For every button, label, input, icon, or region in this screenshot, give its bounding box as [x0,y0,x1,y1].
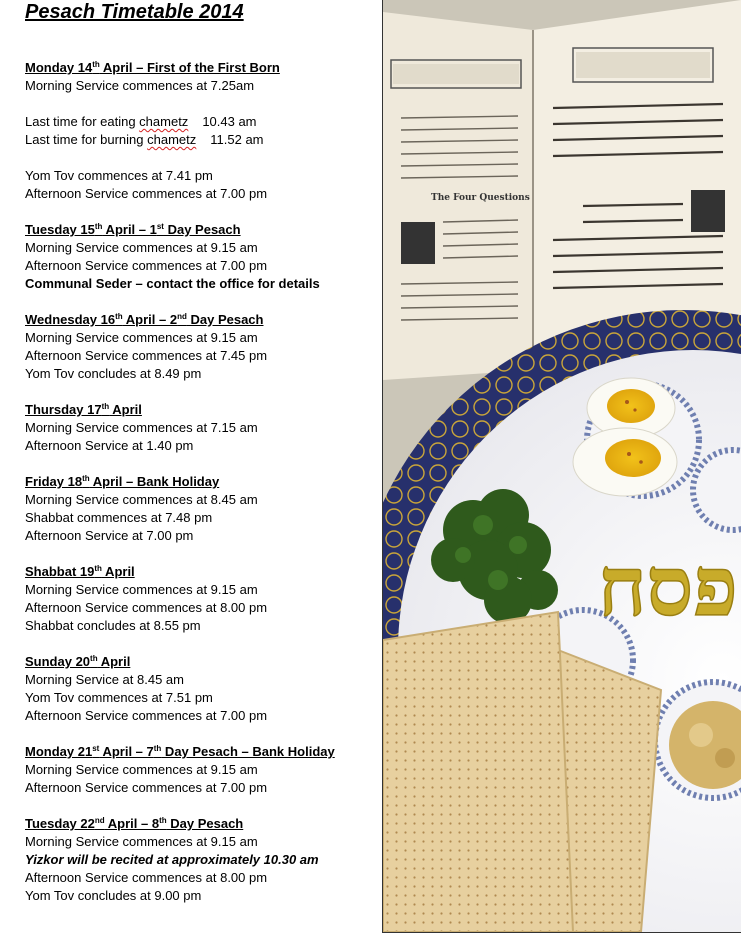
heading-text: Monday 14 [25,60,93,75]
section-heading [25,401,375,419]
line-text: Afternoon Service at 7.00 pm [25,528,194,543]
heading-text: Monday 21 [25,744,93,759]
heading-text: April [101,564,135,579]
section-heading [25,653,375,671]
heading-text: April – Bank Holiday [89,474,220,489]
heading-text: Day Pesach [186,312,264,327]
schedule-line [25,437,375,455]
line-text: Morning Service commences at 9.15 am [25,834,258,849]
schedule-line [25,113,375,131]
line-time: 11.52 am [210,132,264,147]
heading-text: Tuesday 15 [25,222,95,237]
timetable-section [25,815,375,905]
schedule-line [25,761,375,779]
line-text: Morning Service commences at 7.25am [25,78,255,93]
line-text: Last time for eating [25,114,140,129]
timetable-section [25,473,375,545]
heading-ordinal: th [82,474,90,483]
section-heading [25,221,375,239]
line-text: Morning Service commences at 8.45 am [25,492,258,507]
page-title: Pesach Timetable 2014 [25,1,244,23]
heading-text: April – 1 [102,222,157,237]
heading-ordinal: th [115,312,123,321]
line-text: Shabbat commences at 7.48 pm [25,510,213,525]
heading-ordinal: th [94,222,103,231]
heading-text: Wednesday 16 [25,312,116,327]
schedule-line [25,329,375,347]
heading-text: Shabbat 19 [25,564,95,579]
heading-ordinal: th [101,402,110,411]
line-text: Morning Service commences at 7.15 am [25,420,258,435]
line-text: Afternoon Service commences at 7.00 pm [25,258,268,273]
line-text: Afternoon Service at 1.40 pm [25,438,194,453]
line-text: Morning Service commences at 9.15 am [25,330,258,345]
heading-text: April – 2 [122,312,178,327]
schedule-line [25,581,375,599]
line-text: Shabbat concludes at 8.55 pm [25,618,201,633]
heading-ordinal: th [94,564,102,573]
timetable-section [25,311,375,383]
line-text: Yom Tov commences at 7.51 pm [25,690,213,705]
heading-text: April – First of the First Born [99,60,280,75]
heading-ordinal: st [92,744,100,753]
schedule-line [25,257,375,275]
line-text: Morning Service commences at 9.15 am [25,582,258,597]
heading-text: Sunday 20 [25,654,91,669]
schedule-line [25,131,375,149]
schedule-line [25,689,375,707]
line-text: Yom Tov commences at 7.41 pm [25,168,213,183]
schedule-line [25,365,375,383]
section-heading [25,311,375,329]
schedule-line [25,833,375,851]
timetable-section [25,221,375,293]
chametz-word: chametz [147,132,197,147]
blank-line [25,95,375,113]
schedule-line [25,869,375,887]
schedule-line [25,239,375,257]
schedule-line [25,617,375,635]
line-text: Communal Seder – contact the office for details [25,276,320,291]
line-text: Yizkor will be recited at approximately 10.30 am [25,852,319,867]
chametz-word: chametz [139,114,189,129]
schedule-line [25,779,375,797]
line-text: Afternoon Service commences at 7.00 pm [25,708,268,723]
line-text: Morning Service at 8.45 am [25,672,184,687]
section-heading [25,743,375,761]
section-heading [25,473,375,491]
heading-ordinal: th [159,816,167,825]
heading-text: April – 7 [99,744,154,759]
heading-ordinal: th [90,654,98,663]
line-time: 10.43 am [202,114,257,129]
schedule-line [25,707,375,725]
heading-ordinal: nd [177,312,187,321]
line-text: Yom Tov concludes at 9.00 pm [25,888,202,903]
timetable-schedule [25,59,375,923]
schedule-line [25,509,375,527]
schedule-line [25,599,375,617]
timetable-section [25,563,375,635]
schedule-line [25,491,375,509]
heading-text: April – 8 [104,816,160,831]
heading-ordinal: st [156,222,164,231]
schedule-line [25,275,375,293]
line-text: Afternoon Service commences at 7.00 pm [25,780,268,795]
schedule-line [25,527,375,545]
heading-text: April [109,402,142,417]
heading-ordinal: th [153,744,162,753]
section-heading [25,815,375,833]
blank-line [25,149,375,167]
schedule-line [25,347,375,365]
heading-text: Day Pesach [166,816,244,831]
section-heading [25,59,375,77]
pesach-lettering: פסח [598,539,738,635]
timetable-section [25,743,375,797]
timetable-section [25,401,375,455]
line-text: Last time for burning [25,132,148,147]
schedule-line [25,419,375,437]
heading-text: Tuesday 22 [25,816,95,831]
book-heading: The Four Questions [431,193,530,203]
heading-text: Thursday 17 [25,402,102,417]
seder-plate-photo [382,0,741,933]
schedule-line [25,185,375,203]
line-text: Afternoon Service commences at 8.00 pm [25,870,268,885]
schedule-line [25,167,375,185]
heading-text: Day Pesach – Bank Holiday [161,744,335,759]
schedule-line [25,77,375,95]
line-text: Afternoon Service commences at 8.00 pm [25,600,268,615]
line-text: Afternoon Service commences at 7.45 pm [25,348,268,363]
timetable-section [25,653,375,725]
timetable-section [25,59,375,203]
heading-text: Friday 18 [25,474,83,489]
schedule-line [25,671,375,689]
section-heading [25,563,375,581]
line-text: Afternoon Service commences at 7.00 pm [25,186,268,201]
line-text: Yom Tov concludes at 8.49 pm [25,366,202,381]
heading-text: April [97,654,131,669]
schedule-line [25,851,375,869]
schedule-line [25,887,375,905]
heading-text: Day Pesach [163,222,241,237]
line-text: Morning Service commences at 9.15 am [25,762,258,777]
heading-ordinal: nd [94,816,105,825]
line-text: Morning Service commences at 9.15 am [25,240,258,255]
heading-ordinal: th [92,60,100,69]
